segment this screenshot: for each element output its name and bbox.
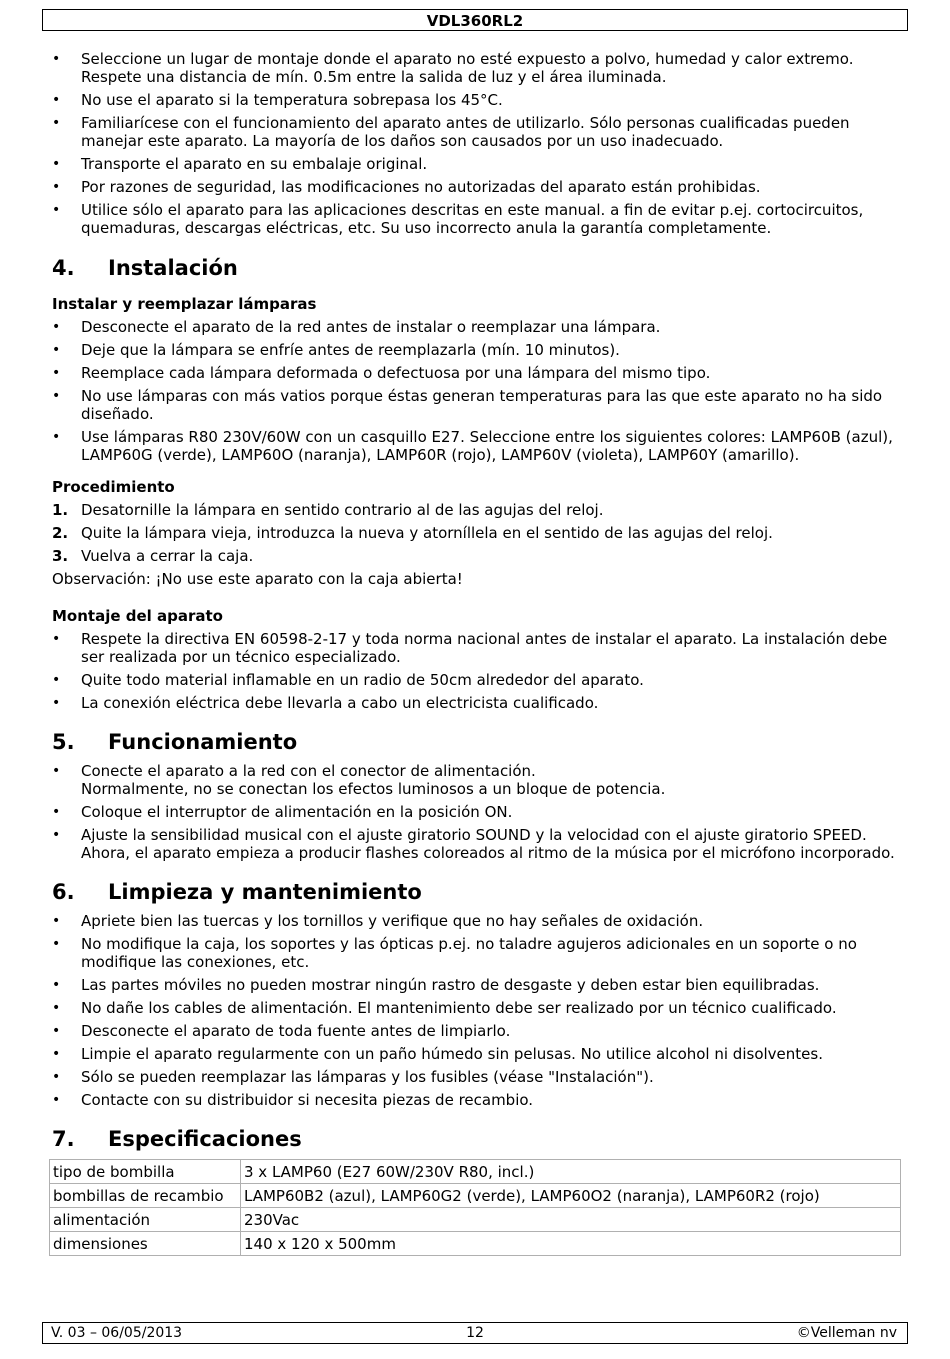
list-item: • No use lámparas con más vatios porque éstas generan temperaturas para las que este aparato no ha sido diseñado. [52, 387, 902, 423]
step-text: Desatornille la lámpara en sentido contrario al de las agujas del reloj. [81, 501, 604, 519]
step-number: 2. [52, 524, 69, 542]
list-item: • Familiarícese con el funcionamiento del aparato antes de utilizarlo. Sólo personas cualificadas pueden manejar este aparato. La mayoría de los daños son causados por un uso inadecuado. [52, 114, 902, 150]
footer-page-number: 12 [466, 1325, 484, 1341]
step-number: 1. [52, 501, 69, 519]
spec-value: 3 x LAMP60 (E27 60W/230V R80, incl.) [241, 1160, 901, 1184]
page-footer [42, 1322, 908, 1344]
spec-value: 140 x 120 x 500mm [241, 1232, 901, 1256]
list-item: • Sólo se pueden reemplazar las lámparas y los fusibles (véase "Instalación"). [52, 1068, 902, 1086]
list-item: • Reemplace cada lámpara deformada o defectuosa por una lámpara del mismo tipo. [52, 364, 902, 382]
list-item: • Quite todo material inflamable en un radio de 50cm alrededor del aparato. [52, 671, 902, 689]
list-item: • Deje que la lámpara se enfríe antes de reemplazarla (mín. 10 minutos). [52, 341, 902, 359]
list-item: • Utilice sólo el aparato para las aplicaciones descritas en este manual. a fin de evitar p.ej. cortocircuitos, quemaduras, descargas eléctricas, etc. Su uso incorrecto anula la garantía completamente. [52, 201, 902, 237]
list-item: • Respete la directiva EN 60598-2-17 y toda norma nacional antes de instalar el aparato. La instalación debe ser realizada por un técnico especializado. [52, 630, 902, 666]
procedure-step [52, 501, 902, 519]
list-item: • No modifique la caja, los soportes y las ópticas p.ej. no taladre agujeros adicionales en un soporte o no modifique las conexiones, etc. [52, 935, 902, 971]
document-model-title: VDL360RL2 [426, 12, 524, 30]
procedure-steps [52, 501, 902, 565]
list-item: • Por razones de seguridad, las modificaciones no autorizadas del aparato están prohibidas. [52, 178, 902, 196]
list-item: • La conexión eléctrica debe llevarla a cabo un electricista cualificado. [52, 694, 902, 712]
list-item: • Limpie el aparato regularmente con un paño húmedo sin pelusas. No utilice alcohol ni disolventes. [52, 1045, 902, 1063]
section-heading-installation [52, 255, 902, 281]
list-item: • Apriete bien las tuercas y los tornillos y verifique que no hay señales de oxidación. [52, 912, 902, 930]
spec-value: 230Vac [241, 1208, 901, 1232]
table-row [50, 1208, 901, 1232]
list-item: • No use el aparato si la temperatura sobrepasa los 45°C. [52, 91, 902, 109]
item-line: Conecte el aparato a la red con el conector de alimentación. [81, 762, 536, 780]
lamp-list [52, 318, 902, 464]
spec-value: LAMP60B2 (azul), LAMP60G2 (verde), LAMP60O2 (naranja), LAMP60R2 (rojo) [241, 1184, 901, 1208]
subheading-procedure: Procedimiento [52, 478, 175, 496]
section-heading-operation [52, 729, 902, 755]
table-row [50, 1160, 901, 1184]
procedure-step [52, 547, 902, 565]
footer-copyright: ©Velleman nv [796, 1325, 897, 1341]
spec-key: dimensiones [50, 1232, 241, 1256]
section-number: 6. [52, 880, 75, 904]
section-title: Instalación [108, 256, 238, 280]
list-item [52, 762, 902, 798]
section-number: 5. [52, 730, 75, 754]
specifications-table [49, 1159, 901, 1256]
procedure-note: Observación: ¡No use este aparato con la caja abierta! [52, 570, 463, 588]
list-item: • Use lámparas R80 230V/60W con un casquillo E27. Seleccione entre los siguientes colores: LAMP60B (azul), LAMP60G (verde), LAMP60O (naranja), LAMP60R (rojo), LAMP60V (violeta), LAMP60Y (amarillo). [52, 428, 902, 464]
list-item: • Coloque el interruptor de alimentación en la posición ON. [52, 803, 902, 821]
operation-list [52, 762, 902, 862]
spec-key: alimentación [50, 1208, 241, 1232]
list-item: • Desconecte el aparato de la red antes de instalar o reemplazar una lámpara. [52, 318, 902, 336]
spec-key: bombillas de recambio [50, 1184, 241, 1208]
step-number: 3. [52, 547, 69, 565]
section-number: 7. [52, 1127, 75, 1151]
footer-version: V. 03 – 06/05/2013 [51, 1325, 183, 1341]
table-row [50, 1184, 901, 1208]
section-title: Limpieza y mantenimiento [108, 880, 422, 904]
table-row [50, 1232, 901, 1256]
item-line: Normalmente, no se conectan los efectos luminosos a un bloque de potencia. [81, 780, 666, 798]
list-item: • Desconecte el aparato de toda fuente antes de limpiarlo. [52, 1022, 902, 1040]
section-heading-cleaning [52, 879, 902, 905]
list-item: • Contacte con su distribuidor si necesita piezas de recambio. [52, 1091, 902, 1109]
item-line: Ahora, el aparato empieza a producir flashes coloreados al ritmo de la música por el micrófono incorporado. [81, 844, 895, 862]
section-number: 4. [52, 256, 75, 280]
page-content [52, 50, 902, 1256]
cleaning-list [52, 912, 902, 1109]
section-title: Funcionamiento [108, 730, 298, 754]
safety-list [52, 50, 902, 237]
subheading-mounting: Montaje del aparato [52, 607, 223, 625]
page-header [42, 9, 908, 31]
list-item: • No dañe los cables de alimentación. El mantenimiento debe ser realizado por un técnico cualificado. [52, 999, 902, 1017]
mounting-list [52, 630, 902, 712]
list-item [52, 826, 902, 862]
list-item: • Las partes móviles no pueden mostrar ningún rastro de desgaste y deben estar bien equilibradas. [52, 976, 902, 994]
step-text: Vuelva a cerrar la caja. [81, 547, 254, 565]
spec-key: tipo de bombilla [50, 1160, 241, 1184]
list-item: • Transporte el aparato en su embalaje original. [52, 155, 902, 173]
step-text: Quite la lámpara vieja, introduzca la nueva y atorníllela en el sentido de las agujas del reloj. [81, 524, 773, 542]
list-item: • Seleccione un lugar de montaje donde el aparato no esté expuesto a polvo, humedad y calor extremo. Respete una distancia de mín. 0.5m entre la salida de luz y el área iluminada. [52, 50, 902, 86]
procedure-step [52, 524, 902, 542]
section-heading-specifications [52, 1126, 902, 1152]
item-line: Ajuste la sensibilidad musical con el ajuste giratorio SOUND y la velocidad con el ajuste giratorio SPEED. [81, 826, 867, 844]
subheading-lamps: Instalar y reemplazar lámparas [52, 295, 317, 313]
section-title: Especificaciones [108, 1127, 302, 1151]
